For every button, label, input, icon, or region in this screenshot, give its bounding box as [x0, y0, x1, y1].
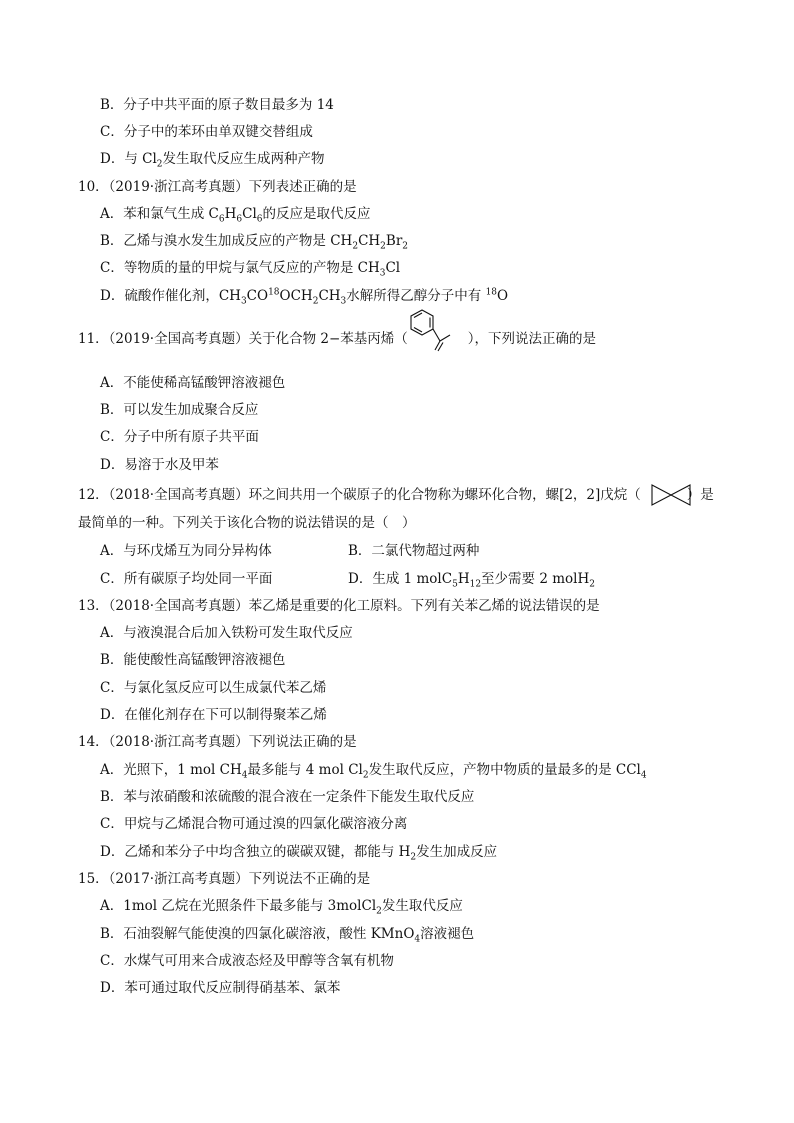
q10-option-a: A．苯和氯气生成 $C_6H_6Cl_6$的反应是取代反应 — [100, 206, 371, 225]
q15-option-c: C．水煤气可用来合成液态烃及甲醇等含氧有机物 — [100, 953, 394, 969]
q12-option-b: B．二氯代物超过两种 — [348, 543, 480, 559]
spiropentane-structure-icon — [649, 483, 693, 507]
q14-option-d: D．乙烯和苯分子中均含独立的碳碳双键，都能与 $H_2$发生加成反应 — [100, 844, 498, 863]
q15-stem: 15．（2017·浙江高考真题）下列说法不正确的是 — [78, 871, 371, 887]
q15-option-d: D．苯可通过取代反应制得硝基苯、氯苯 — [100, 980, 341, 996]
q14-option-c: C．甲烷与乙烯混合物可通过溴的四氯化碳溶液分离 — [100, 816, 408, 832]
q13-option-c: C．与氯化氢反应可以生成氯代苯乙烯 — [100, 680, 327, 696]
q11-option-b: B．可以发生加成聚合反应 — [100, 402, 259, 418]
q15-option-b: B．石油裂解气能使溴的四氯化碳溶液，酸性 KMnO$_4$溶液褪色 — [100, 926, 475, 945]
q10-option-c: C．等物质的量的甲烷与氯气反应的产物是 $CH_3Cl$ — [100, 260, 401, 279]
q12-option-d: D．生成 1 $molC_5H_{12}$至少需要 2 molH$_2$ — [348, 571, 595, 590]
q11-option-a: A．不能使稀高锰酸钾溶液褪色 — [100, 375, 286, 391]
q13-stem: 13．（2018·全国高考真题）苯乙烯是重要的化工原料。下列有关苯乙烯的说法错误的是 — [78, 598, 600, 614]
2-phenylpropene-structure-icon — [402, 306, 458, 354]
q10-stem: 10．（2019·浙江高考真题）下列表述正确的是 — [78, 179, 357, 195]
q10-option-b: B．乙烯与溴水发生加成反应的产物是 $CH_2CH_2Br_2$ — [100, 233, 409, 252]
q9-option-c: C．分子中的苯环由单双键交替组成 — [100, 124, 313, 140]
q9-option-d: D．与 $Cl_2$发生取代反应生成两种产物 — [100, 151, 325, 170]
q12-stem: 12．（2018·全国高考真题）环之间共用一个碳原子的化合物称为螺环化合物，螺[2，2]戊烷（ ）是 — [78, 487, 714, 503]
q11-stem: 11．（2019·全国高考真题）关于化合物 2−苯基丙烯（ ），下列说法正确的是 — [78, 331, 597, 347]
q14-option-a: A．光照下，1 mol $CH_4$最多能与 4 mol $Cl_2$发生取代反应，产物中物质的量最多的是 CCl$_4$ — [100, 762, 647, 781]
q15-option-a: A．1mol 乙烷在光照条件下最多能与 3molCl$_2$发生取代反应 — [100, 898, 463, 917]
q12-option-c: C．所有碳原子均处同一平面 — [100, 571, 273, 587]
q11-option-c: C．分子中所有原子共平面 — [100, 429, 259, 445]
q9-option-b: B．分子中共平面的原子数目最多为 14 — [100, 97, 334, 113]
q12-stem-line2: 最简单的一种。下列关于该化合物的说法错误的是（ ） — [78, 515, 416, 531]
q13-option-b: B．能使酸性高锰酸钾溶液褪色 — [100, 652, 286, 668]
q14-option-b: B．苯与浓硝酸和浓硫酸的混合液在一定条件下能发生取代反应 — [100, 789, 475, 805]
q13-option-d: D．在催化剂存在下可以制得聚苯乙烯 — [100, 707, 327, 723]
q14-stem: 14．（2018·浙江高考真题）下列说法正确的是 — [78, 734, 357, 750]
q11-option-d: D．易溶于水及甲苯 — [100, 457, 219, 473]
q10-option-d: D．硫酸作催化剂，$CH_3CO^{18}OCH_2CH_3$水解所得乙醇分子中有 $^{18}$O — [100, 287, 509, 307]
q12-option-a: A．与环戊烯互为同分异构体 — [100, 543, 272, 559]
q13-option-a: A．与液溴混合后加入铁粉可发生取代反应 — [100, 625, 353, 641]
